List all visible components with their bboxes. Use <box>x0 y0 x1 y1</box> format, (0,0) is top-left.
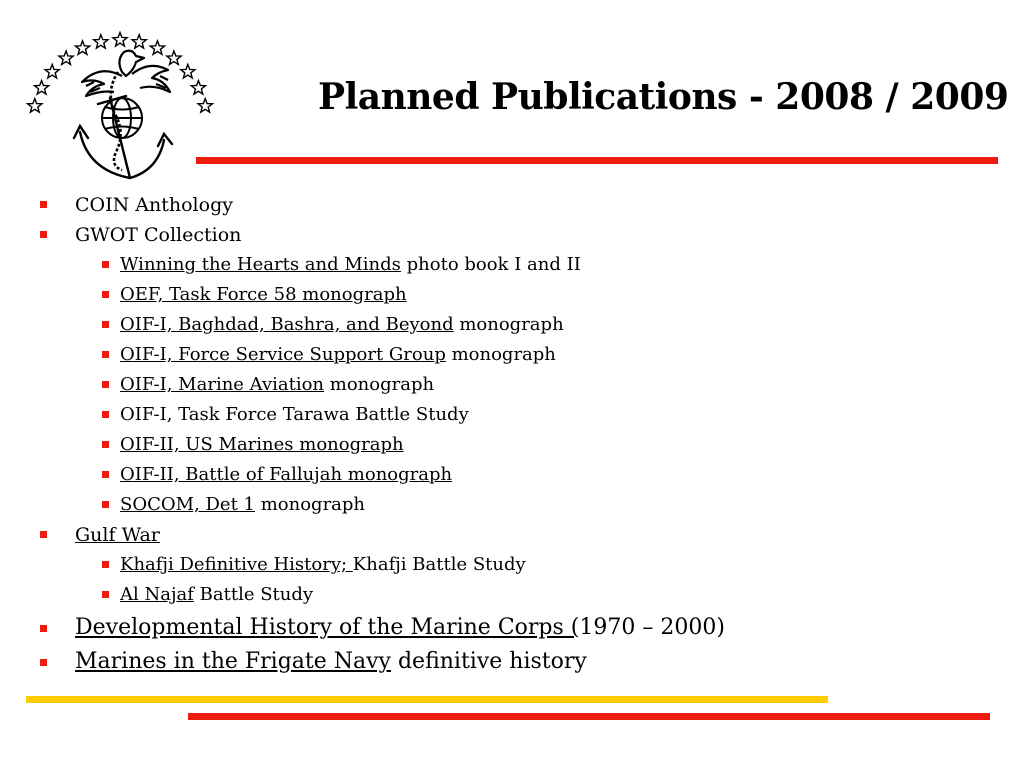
list-item <box>75 193 233 217</box>
list-item-text: COIN Anthology <box>75 194 233 216</box>
bullet-marker-icon <box>102 501 109 508</box>
list-item-text: monograph <box>445 344 556 365</box>
list-item <box>120 583 313 607</box>
list-item-text: OIF-I, Task Force Tarawa Battle Study <box>120 404 469 425</box>
list-item <box>120 283 407 307</box>
list-item-link[interactable]: OIF-I, Baghdad, Bashra, and Beyond <box>120 314 454 335</box>
list-item <box>120 313 564 337</box>
list-item-link[interactable]: Gulf War <box>75 524 160 546</box>
list-item-text: monograph <box>453 314 564 335</box>
list-item-link[interactable]: OIF-II, Battle of Fallujah monograph <box>120 464 453 485</box>
list-item <box>120 553 526 577</box>
list-item-text: 1970 – 2000) <box>579 615 725 640</box>
list-item <box>120 253 581 277</box>
list-item <box>120 403 469 427</box>
list-item <box>120 343 556 367</box>
bullet-marker-icon <box>102 261 109 268</box>
bullet-marker-icon <box>102 471 109 478</box>
bottom-red-rule <box>188 713 990 720</box>
list-item <box>120 373 434 397</box>
list-item-link[interactable]: OEF, Task Force 58 monograph <box>120 284 407 305</box>
list-item-link[interactable]: Khafji Definitive History; <box>120 554 353 575</box>
list-item-link[interactable]: Marines in the Frigate Navy <box>75 649 391 674</box>
list-item-text: Khafji Battle Study <box>352 554 526 575</box>
slide-title: Planned Publications - 2008 / 2009 <box>318 76 1009 118</box>
bottom-yellow-rule <box>26 696 828 703</box>
bullet-marker-icon <box>40 201 47 208</box>
list-item-text: Battle Study <box>193 584 314 605</box>
list-item-link[interactable]: OIF-II, US Marines monograph <box>120 434 404 455</box>
bullet-marker-icon <box>102 591 109 598</box>
list-item <box>120 493 365 517</box>
list-item-link[interactable]: OIF-I, Force Service Support Group <box>120 344 446 365</box>
list-item-link[interactable]: Al Najaf <box>120 584 194 605</box>
list-item-text: monograph <box>324 374 435 395</box>
list-item-link[interactable]: Developmental History of the Marine Corps ( <box>75 615 580 640</box>
bullet-marker-icon <box>40 625 47 632</box>
list-item <box>120 463 452 487</box>
bullet-marker-icon <box>102 561 109 568</box>
list-item <box>75 523 160 547</box>
bullet-marker-icon <box>102 291 109 298</box>
bullet-marker-icon <box>102 381 109 388</box>
list-item-text: definitive history <box>390 649 587 674</box>
bullet-marker-icon <box>40 659 47 666</box>
bullet-marker-icon <box>102 351 109 358</box>
list-item <box>120 433 404 457</box>
list-item <box>75 648 587 676</box>
bullet-marker-icon <box>40 531 47 538</box>
list-item-link[interactable]: SOCOM, Det 1 <box>120 494 255 515</box>
bullet-marker-icon <box>102 321 109 328</box>
list-item-text: monograph <box>254 494 366 515</box>
list-item-link[interactable]: Winning the Hearts and Minds <box>120 254 401 275</box>
bullet-marker-icon <box>102 411 109 418</box>
list-item <box>75 614 725 642</box>
list-item <box>75 223 241 247</box>
list-item-text: photo book I and II <box>400 254 581 275</box>
list-item-text: GWOT Collection <box>75 224 242 246</box>
bullet-marker-icon <box>40 231 47 238</box>
bullet-marker-icon <box>102 441 109 448</box>
list-item-link[interactable]: OIF-I, Marine Aviation <box>120 374 325 395</box>
